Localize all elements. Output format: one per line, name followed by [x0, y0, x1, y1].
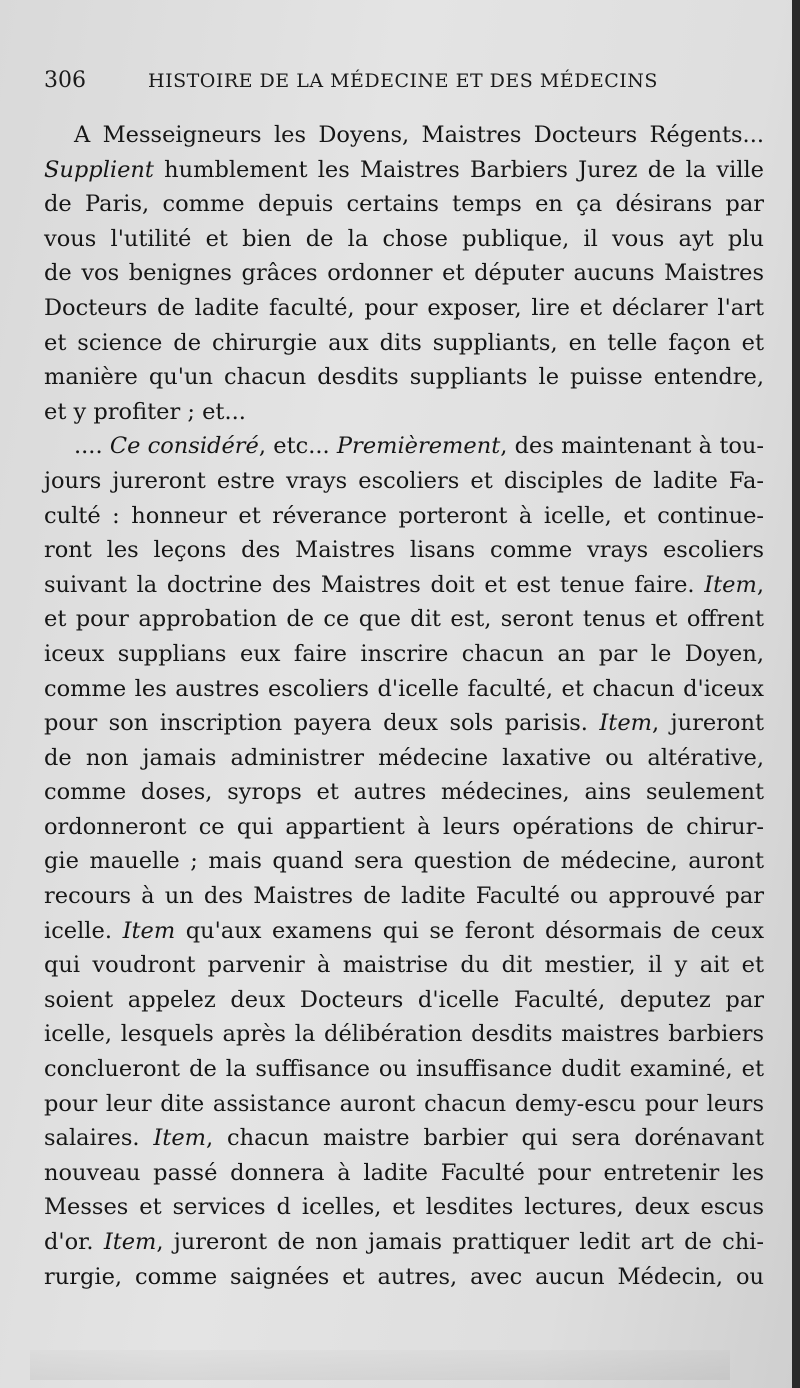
text-line: qui voudront parvenir à maistrise du dit mestier, il y ait et — [44, 952, 764, 979]
text-line: manière qu'un chacun desdits suppliants le puisse entendre, — [44, 364, 764, 391]
text-line: rurgie, comme saignées et autres, avec aucun Médecin, ou — [44, 1263, 764, 1290]
text-line: jours jureront estre vrays escoliers et disciples de ladite Fa- — [44, 467, 764, 494]
text-line: soient appelez deux Docteurs d'icelle Faculté, deputez par — [44, 986, 764, 1013]
text-line: vous l'utilité et bien de la chose publique, il vous ayt plu — [44, 225, 764, 252]
running-title: HISTOIRE DE LA MÉDECINE ET DES MÉDECINS — [148, 70, 658, 92]
text-line: de Paris, comme depuis certains temps en ça désirans par — [44, 191, 764, 218]
page-number: 306 — [44, 68, 86, 93]
text-line: A Messeigneurs les Doyens, Maistres Docteurs Régents... — [74, 122, 764, 148]
text-line: pour leur dite assistance auront chacun demy-escu pour leurs — [44, 1090, 764, 1117]
text-line: conclueront de la suffisance ou insuffisance dudit examiné, et — [44, 1056, 764, 1083]
text-line: .... Ce considéré, etc... Premièrement, des maintenant à tou- — [74, 433, 765, 460]
text-line: ront les leçons des Maistres lisans comme vrays escoliers — [44, 537, 764, 564]
text-line: icelle, lesquels après la délibération desdits maistres barbiers — [44, 1021, 764, 1048]
text-line: salaires. Item, chacun maistre barbier qui sera dorénavant — [44, 1125, 764, 1152]
text-line: ordonneront ce qui appartient à leurs opérations de chirur- — [44, 813, 764, 840]
text-line: et y profiter ; et... — [44, 398, 246, 425]
text-line: suivant la doctrine des Maistres doit et est tenue faire. Item, — [44, 571, 764, 598]
text-line: Docteurs de ladite faculté, pour exposer, lire et déclarer l'art — [44, 294, 764, 321]
bottom-shadow — [30, 1350, 730, 1380]
text-line: de non jamais administrer médecine laxative ou altérative, — [44, 744, 764, 771]
page-header — [44, 64, 664, 104]
text-line: pour son inscription payera deux sols parisis. Item, jureront — [44, 710, 764, 737]
text-line: et pour approbation de ce que dit est, seront tenus et offrent — [44, 606, 764, 633]
text-line: d'or. Item, jureront de non jamais prattiquer ledit art de chi- — [44, 1229, 764, 1255]
text-line: comme doses, syrops et autres médecines, ains seulement — [44, 779, 764, 806]
text-line: icelle. Item qu'aux examens qui se feront désormais de ceux — [44, 917, 765, 944]
page-edge — [792, 0, 800, 1388]
text-line: comme les austres escoliers d'icelle faculté, et chacun d'iceux — [44, 675, 764, 702]
text-line: nouveau passé donnera à ladite Faculté pour entretenir les — [44, 1159, 764, 1186]
text-line: de vos benignes grâces ordonner et députer aucuns Maistres — [44, 260, 764, 287]
text-line: iceux supplians eux faire inscrire chacun an par le Doyen, — [44, 640, 764, 667]
text-line: Messes et services d icelles, et lesdites lectures, deux escus — [44, 1194, 764, 1221]
body-text — [44, 118, 764, 1294]
text-line: gie mauelle ; mais quand sera question de médecine, auront — [44, 848, 764, 875]
text-line: et science de chirurgie aux dits suppliants, en telle façon et — [44, 329, 764, 356]
text-line: Supplient humblement les Maistres Barbiers Jurez de la ville — [44, 156, 764, 183]
text-line: culté : honneur et réverance porteront à icelle, et continue- — [44, 502, 764, 529]
text-line: recours à un des Maistres de ladite Faculté ou approuvé par — [44, 883, 764, 910]
